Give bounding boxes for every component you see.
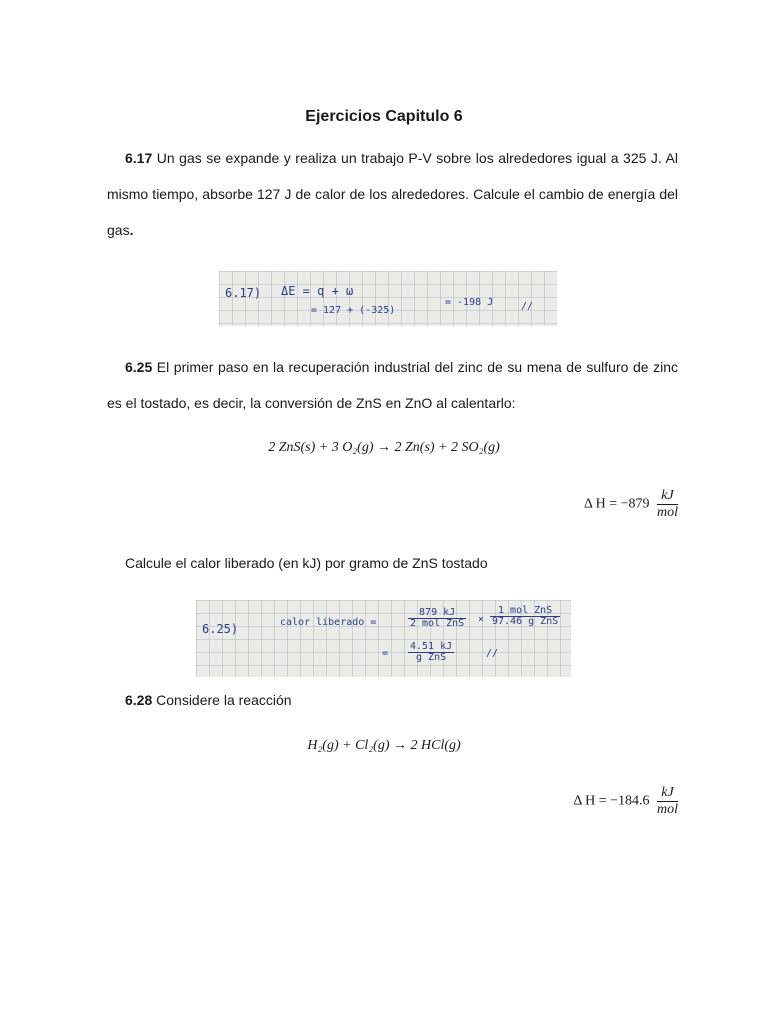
hw-f1-den: 2 mol ZnS [410, 618, 465, 629]
exercise-text: Considere la reacción [152, 692, 292, 708]
unit-denominator: mol [657, 802, 678, 817]
hw-f1-num: 879 kJ [408, 608, 466, 619]
unit-denominator: mol [657, 505, 678, 520]
hw-equals: = [382, 648, 389, 659]
hw-r-den: g ZnS [416, 652, 447, 663]
hw-mark: // [486, 648, 499, 659]
enthalpy-unit [657, 489, 678, 520]
question-text: Calcule el calor liberado (en kJ) por gramo de ZnS tostado [125, 555, 488, 571]
equation-hcl: H₂(g) + Cl₂(g) → 2 HCl(g) [307, 738, 461, 753]
hw-mark: // [521, 301, 534, 312]
handwritten-solution-photo-6-17 [219, 271, 557, 326]
unit-numerator: kJ [657, 786, 678, 802]
exercise-6-28 [107, 682, 678, 718]
exercise-text: Un gas se expande y realiza un trabajo P-V sobre los alrededores igual a 325 J. Al mismo tiempo, absorbe 127 J de calor de los alrededores. Calcule el cambio de energía del gas [107, 150, 678, 238]
hw-label: 6.25) [202, 622, 239, 636]
page-title: Ejercicios Capitulo 6 [305, 108, 463, 125]
hw-fraction-2 [490, 606, 560, 627]
unit-numerator: kJ [657, 489, 678, 505]
enthalpy-zns [584, 489, 678, 520]
enthalpy-value: Δ H = −184.6 [573, 793, 650, 809]
exercise-number: 6.28 [125, 692, 153, 708]
hw-line-3: = -198 J [445, 297, 494, 308]
hw-times: × [478, 614, 485, 625]
handwritten-solution-photo-6-25 [196, 600, 571, 677]
exercise-text-end: . [129, 222, 134, 238]
hw-label: 6.17) [225, 286, 262, 300]
hw-f2-den: 97.46 g ZnS [492, 616, 559, 627]
exercise-number: 6.25 [125, 359, 153, 375]
hw-text: calor liberado = [280, 617, 377, 628]
enthalpy-value: Δ H = −879 [583, 496, 650, 512]
hw-fraction-1 [408, 608, 466, 629]
hw-line-1: ΔE = q + ω [281, 284, 354, 298]
equation-zns-roasting: 2 ZnS(s) + 3 O₂(g) → 2 Zn(s) + 2 SO₂(g) [268, 440, 500, 455]
hw-f2-num: 1 mol ZnS [490, 606, 560, 617]
hw-r-num: 4.51 kJ [410, 641, 453, 652]
hw-result [408, 642, 454, 663]
enthalpy-unit [657, 786, 678, 817]
enthalpy-hcl [573, 786, 678, 817]
exercise-6-17 [107, 140, 678, 248]
question-heat-per-gram [107, 545, 678, 581]
exercise-number: 6.17 [125, 150, 153, 166]
exercise-6-25 [107, 349, 678, 421]
hw-line-2: = 127 + (-325) [311, 305, 396, 316]
exercise-text: El primer paso en la recuperación industrial del zinc de su mena de sulfuro de zinc es el tostado, es decir, la conversión de ZnS en ZnO al calentarlo: [107, 359, 678, 411]
